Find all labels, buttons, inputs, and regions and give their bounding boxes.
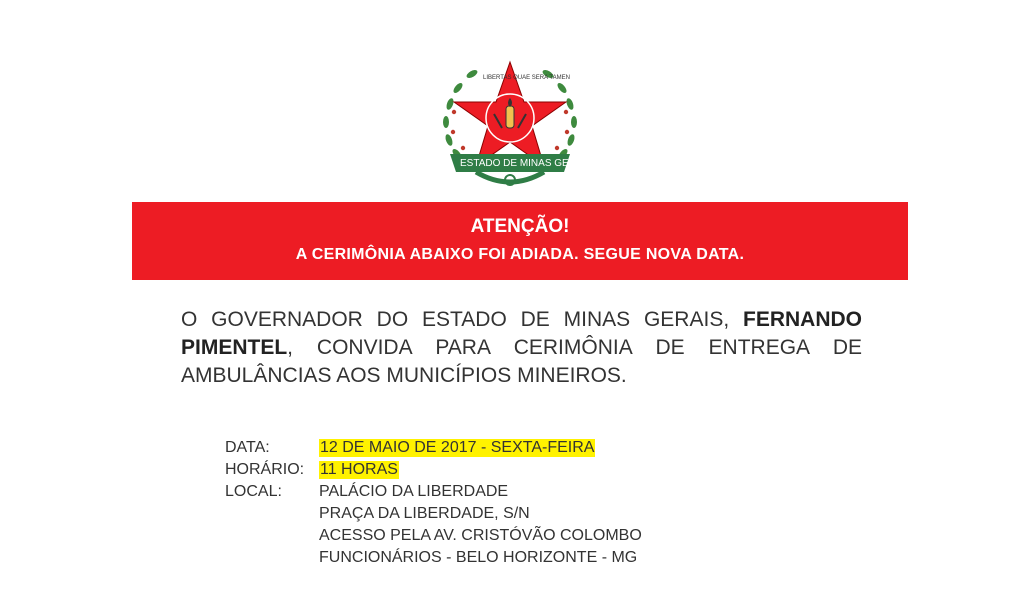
governor-name: FERNANDO PIMENTEL [181, 308, 862, 359]
seal-ribbon-text: ESTADO DE MINAS GERAIS [460, 158, 593, 169]
postponement-banner [132, 202, 908, 280]
place-line: FUNCIONÁRIOS - BELO HORIZONTE - MG [319, 549, 638, 566]
time-value: 11 HORAS [320, 461, 398, 478]
banner-subtitle: A CERIMÔNIA ABAIXO FOI ADIADA. SEGUE NOVA DATA. [295, 246, 745, 263]
date-label: DATA: [225, 439, 270, 456]
time-label: HORÁRIO: [225, 461, 305, 478]
minas-gerais-coat-of-arms [436, 48, 593, 196]
place-line: PALÁCIO DA LIBERDADE [319, 483, 509, 500]
place-line: PRAÇA DA LIBERDADE, S/N [319, 505, 530, 522]
invitation-suffix: , CONVIDA PARA CERIMÔNIA DE ENTREGA DE AMBULÂNCIAS AOS MUNICÍPIOS MINEIROS. [181, 336, 862, 387]
banner-title: ATENÇÃO! [470, 216, 570, 237]
seal-motto: LIBERTAS QUAE SERA TAMEN [483, 75, 570, 81]
place-line: ACESSO PELA AV. CRISTÓVÃO COLOMBO [319, 527, 642, 544]
invitation-text [181, 306, 862, 390]
invitation-prefix: O GOVERNADOR DO ESTADO DE MINAS GERAIS, [181, 308, 743, 331]
date-value: 12 DE MAIO DE 2017 - SEXTA-FEIRA [320, 439, 595, 456]
place-label: LOCAL: [225, 483, 282, 500]
coat-of-arms-emblem-icon [436, 48, 584, 196]
